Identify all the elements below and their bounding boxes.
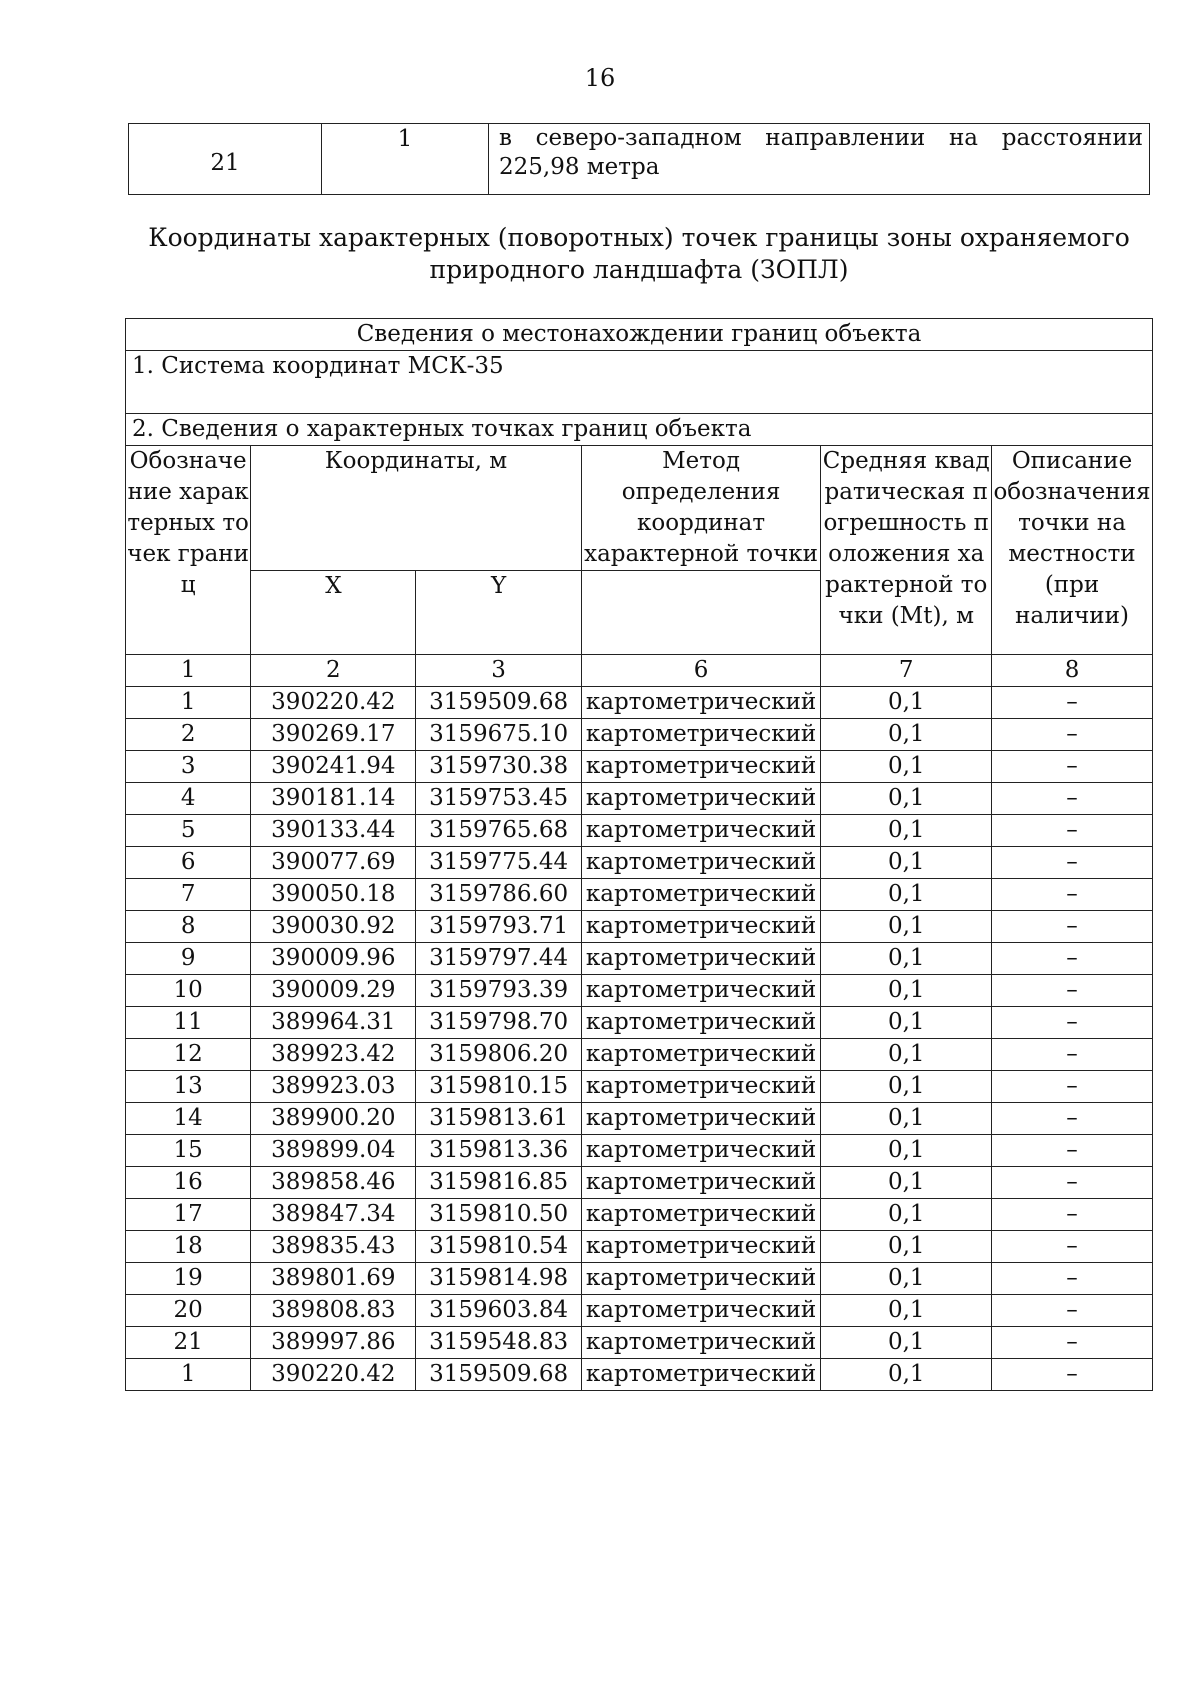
description-cell: – bbox=[992, 975, 1153, 1007]
method-cell: картометрический bbox=[581, 719, 821, 751]
description-cell: – bbox=[992, 783, 1153, 815]
error-cell: 0,1 bbox=[821, 1135, 992, 1167]
table-row bbox=[126, 847, 1153, 879]
error-cell: 0,1 bbox=[821, 1231, 992, 1263]
header-error: Средняя квадратическая погрешность положения характерной точки (Mt), м bbox=[821, 446, 992, 655]
coord-x-cell: 389847.34 bbox=[251, 1199, 416, 1231]
table-row bbox=[126, 1295, 1153, 1327]
header-method: Метод определения координат характерной точки bbox=[581, 446, 821, 571]
table-row bbox=[126, 943, 1153, 975]
description-cell: – bbox=[992, 1039, 1153, 1071]
direction-description-cell: в северо-западном направлении на расстоянии 225,98 метра bbox=[489, 124, 1150, 195]
point-number-cell: 21 bbox=[129, 124, 322, 195]
error-cell: 0,1 bbox=[821, 751, 992, 783]
error-cell: 0,1 bbox=[821, 879, 992, 911]
column-numbers-row bbox=[126, 655, 1153, 687]
coord-y-cell: 3159806.20 bbox=[416, 1039, 581, 1071]
point-number-cell: 14 bbox=[126, 1103, 251, 1135]
table-row bbox=[126, 1231, 1153, 1263]
point-number-cell: 16 bbox=[126, 1167, 251, 1199]
coord-x-cell: 390269.17 bbox=[251, 719, 416, 751]
table-row bbox=[126, 1071, 1153, 1103]
error-cell: 0,1 bbox=[821, 943, 992, 975]
description-cell: – bbox=[992, 719, 1153, 751]
error-cell: 0,1 bbox=[821, 719, 992, 751]
error-cell: 0,1 bbox=[821, 815, 992, 847]
coord-y-cell: 3159798.70 bbox=[416, 1007, 581, 1039]
header-method-empty bbox=[581, 571, 821, 655]
coord-x-cell: 390030.92 bbox=[251, 911, 416, 943]
description-cell: – bbox=[992, 847, 1153, 879]
coord-y-cell: 3159548.83 bbox=[416, 1327, 581, 1359]
table-row bbox=[126, 911, 1153, 943]
description-cell: – bbox=[992, 1199, 1153, 1231]
coord-x-cell: 389923.03 bbox=[251, 1071, 416, 1103]
error-cell: 0,1 bbox=[821, 1071, 992, 1103]
coord-x-cell: 389900.20 bbox=[251, 1103, 416, 1135]
method-cell: картометрический bbox=[581, 879, 821, 911]
error-cell: 0,1 bbox=[821, 1295, 992, 1327]
table-row bbox=[126, 879, 1153, 911]
method-cell: картометрический bbox=[581, 847, 821, 879]
error-cell: 0,1 bbox=[821, 1359, 992, 1391]
point-number-cell: 1 bbox=[126, 687, 251, 719]
table-row bbox=[126, 687, 1153, 719]
point-number-cell: 13 bbox=[126, 1071, 251, 1103]
coord-x-cell: 390241.94 bbox=[251, 751, 416, 783]
point-number-cell: 19 bbox=[126, 1263, 251, 1295]
point-number-cell: 5 bbox=[126, 815, 251, 847]
coord-x-cell: 390050.18 bbox=[251, 879, 416, 911]
description-cell: – bbox=[992, 911, 1153, 943]
method-cell: картометрический bbox=[581, 1263, 821, 1295]
table-row bbox=[126, 1167, 1153, 1199]
coord-x-cell: 389808.83 bbox=[251, 1295, 416, 1327]
coord-y-cell: 3159814.98 bbox=[416, 1263, 581, 1295]
coord-y-cell: 3159509.68 bbox=[416, 687, 581, 719]
point-number-cell: 8 bbox=[126, 911, 251, 943]
coordinate-system: 1. Система координат МСК-35 bbox=[126, 351, 1153, 414]
description-cell: – bbox=[992, 1263, 1153, 1295]
error-cell: 0,1 bbox=[821, 1007, 992, 1039]
point-number-cell: 20 bbox=[126, 1295, 251, 1327]
error-cell: 0,1 bbox=[821, 1199, 992, 1231]
coordinate-system-row bbox=[126, 351, 1153, 414]
table-row bbox=[126, 1199, 1153, 1231]
points-header: 2. Сведения о характерных точках границ объекта bbox=[126, 414, 1153, 446]
continuation-table bbox=[128, 123, 1150, 195]
points-header-row bbox=[126, 414, 1153, 446]
coord-y-cell: 3159813.36 bbox=[416, 1135, 581, 1167]
table-row bbox=[126, 975, 1153, 1007]
method-cell: картометрический bbox=[581, 1295, 821, 1327]
part-number-cell: 1 bbox=[322, 124, 489, 195]
page-number: 16 bbox=[584, 64, 616, 92]
method-cell: картометрический bbox=[581, 1199, 821, 1231]
method-cell: картометрический bbox=[581, 943, 821, 975]
coord-x-cell: 390181.14 bbox=[251, 783, 416, 815]
point-number-cell: 1 bbox=[126, 1359, 251, 1391]
coord-y-cell: 3159816.85 bbox=[416, 1167, 581, 1199]
description-cell: – bbox=[992, 1327, 1153, 1359]
point-number-cell: 2 bbox=[126, 719, 251, 751]
description-cell: – bbox=[992, 879, 1153, 911]
error-cell: 0,1 bbox=[821, 1167, 992, 1199]
column-number: 8 bbox=[992, 655, 1153, 687]
coord-y-cell: 3159810.15 bbox=[416, 1071, 581, 1103]
coord-x-cell: 389964.31 bbox=[251, 1007, 416, 1039]
coord-y-cell: 3159730.38 bbox=[416, 751, 581, 783]
error-cell: 0,1 bbox=[821, 1039, 992, 1071]
coord-x-cell: 389801.69 bbox=[251, 1263, 416, 1295]
header-x: X bbox=[251, 571, 416, 655]
coord-x-cell: 390220.42 bbox=[251, 1359, 416, 1391]
coord-y-cell: 3159810.54 bbox=[416, 1231, 581, 1263]
description-cell: – bbox=[992, 1231, 1153, 1263]
coord-y-cell: 3159765.68 bbox=[416, 815, 581, 847]
method-cell: картометрический bbox=[581, 1071, 821, 1103]
table-row bbox=[126, 719, 1153, 751]
method-cell: картометрический bbox=[581, 751, 821, 783]
error-cell: 0,1 bbox=[821, 1103, 992, 1135]
column-number: 3 bbox=[416, 655, 581, 687]
table-row bbox=[126, 815, 1153, 847]
coord-x-cell: 389858.46 bbox=[251, 1167, 416, 1199]
coord-y-cell: 3159813.61 bbox=[416, 1103, 581, 1135]
coord-y-cell: 3159810.50 bbox=[416, 1199, 581, 1231]
error-cell: 0,1 bbox=[821, 975, 992, 1007]
point-number-cell: 10 bbox=[126, 975, 251, 1007]
table-row bbox=[126, 1327, 1153, 1359]
method-cell: картометрический bbox=[581, 1231, 821, 1263]
method-cell: картометрический bbox=[581, 783, 821, 815]
point-number-cell: 3 bbox=[126, 751, 251, 783]
method-cell: картометрический bbox=[581, 1167, 821, 1199]
header-designation: Обозначение характерных точек границ bbox=[126, 446, 251, 655]
coord-x-cell: 389997.86 bbox=[251, 1327, 416, 1359]
header-coordinates: Координаты, м bbox=[251, 446, 581, 571]
coord-x-cell: 389835.43 bbox=[251, 1231, 416, 1263]
description-cell: – bbox=[992, 815, 1153, 847]
coord-x-cell: 390077.69 bbox=[251, 847, 416, 879]
point-number-cell: 4 bbox=[126, 783, 251, 815]
coord-x-cell: 390009.96 bbox=[251, 943, 416, 975]
header-y: Y bbox=[416, 571, 581, 655]
column-number: 1 bbox=[126, 655, 251, 687]
method-cell: картометрический bbox=[581, 911, 821, 943]
error-cell: 0,1 bbox=[821, 687, 992, 719]
header-row bbox=[126, 446, 1153, 571]
coord-x-cell: 389899.04 bbox=[251, 1135, 416, 1167]
header-description: Описание обозначения точки на местности (при наличии) bbox=[992, 446, 1153, 655]
description-cell: – bbox=[992, 1103, 1153, 1135]
description-cell: – bbox=[992, 751, 1153, 783]
column-number: 7 bbox=[821, 655, 992, 687]
error-cell: 0,1 bbox=[821, 911, 992, 943]
error-cell: 0,1 bbox=[821, 783, 992, 815]
method-cell: картометрический bbox=[581, 1327, 821, 1359]
description-cell: – bbox=[992, 1295, 1153, 1327]
method-cell: картометрический bbox=[581, 1135, 821, 1167]
error-cell: 0,1 bbox=[821, 847, 992, 879]
column-number: 2 bbox=[251, 655, 416, 687]
point-number-cell: 6 bbox=[126, 847, 251, 879]
description-cell: – bbox=[992, 1071, 1153, 1103]
table-row bbox=[126, 751, 1153, 783]
error-cell: 0,1 bbox=[821, 1327, 992, 1359]
coord-x-cell: 390009.29 bbox=[251, 975, 416, 1007]
coord-y-cell: 3159793.39 bbox=[416, 975, 581, 1007]
method-cell: картометрический bbox=[581, 687, 821, 719]
coord-y-cell: 3159675.10 bbox=[416, 719, 581, 751]
table-row bbox=[126, 1103, 1153, 1135]
description-cell: – bbox=[992, 687, 1153, 719]
table-row bbox=[126, 1039, 1153, 1071]
table-caption-row bbox=[126, 319, 1153, 351]
coord-x-cell: 389923.42 bbox=[251, 1039, 416, 1071]
description-cell: – bbox=[992, 1167, 1153, 1199]
coord-x-cell: 390133.44 bbox=[251, 815, 416, 847]
error-cell: 0,1 bbox=[821, 1263, 992, 1295]
description-cell: – bbox=[992, 1007, 1153, 1039]
method-cell: картометрический bbox=[581, 815, 821, 847]
coord-y-cell: 3159786.60 bbox=[416, 879, 581, 911]
point-number-cell: 21 bbox=[126, 1327, 251, 1359]
table-row bbox=[126, 1263, 1153, 1295]
point-number-cell: 18 bbox=[126, 1231, 251, 1263]
table-row bbox=[126, 783, 1153, 815]
coordinates-table bbox=[125, 318, 1153, 1391]
method-cell: картометрический bbox=[581, 1007, 821, 1039]
column-number: 6 bbox=[581, 655, 821, 687]
coord-x-cell: 390220.42 bbox=[251, 687, 416, 719]
table-row bbox=[126, 1135, 1153, 1167]
point-number-cell: 12 bbox=[126, 1039, 251, 1071]
coord-y-cell: 3159509.68 bbox=[416, 1359, 581, 1391]
coord-y-cell: 3159603.84 bbox=[416, 1295, 581, 1327]
point-number-cell: 17 bbox=[126, 1199, 251, 1231]
method-cell: картометрический bbox=[581, 975, 821, 1007]
section-title: Координаты характерных (поворотных) точек границы зоны охраняемого природного ландшафта (ЗОПЛ) bbox=[148, 223, 1130, 284]
coord-y-cell: 3159775.44 bbox=[416, 847, 581, 879]
method-cell: картометрический bbox=[581, 1039, 821, 1071]
table-row bbox=[126, 1359, 1153, 1391]
point-number-cell: 11 bbox=[126, 1007, 251, 1039]
point-number-cell: 9 bbox=[126, 943, 251, 975]
coord-y-cell: 3159793.71 bbox=[416, 911, 581, 943]
description-cell: – bbox=[992, 1135, 1153, 1167]
description-cell: – bbox=[992, 943, 1153, 975]
point-number-cell: 7 bbox=[126, 879, 251, 911]
point-number-cell: 15 bbox=[126, 1135, 251, 1167]
coord-y-cell: 3159797.44 bbox=[416, 943, 581, 975]
method-cell: картометрический bbox=[581, 1103, 821, 1135]
table-row bbox=[129, 124, 1150, 195]
table-caption: Сведения о местонахождении границ объекта bbox=[126, 319, 1153, 351]
description-cell: – bbox=[992, 1359, 1153, 1391]
coord-y-cell: 3159753.45 bbox=[416, 783, 581, 815]
method-cell: картометрический bbox=[581, 1359, 821, 1391]
table-row bbox=[126, 1007, 1153, 1039]
